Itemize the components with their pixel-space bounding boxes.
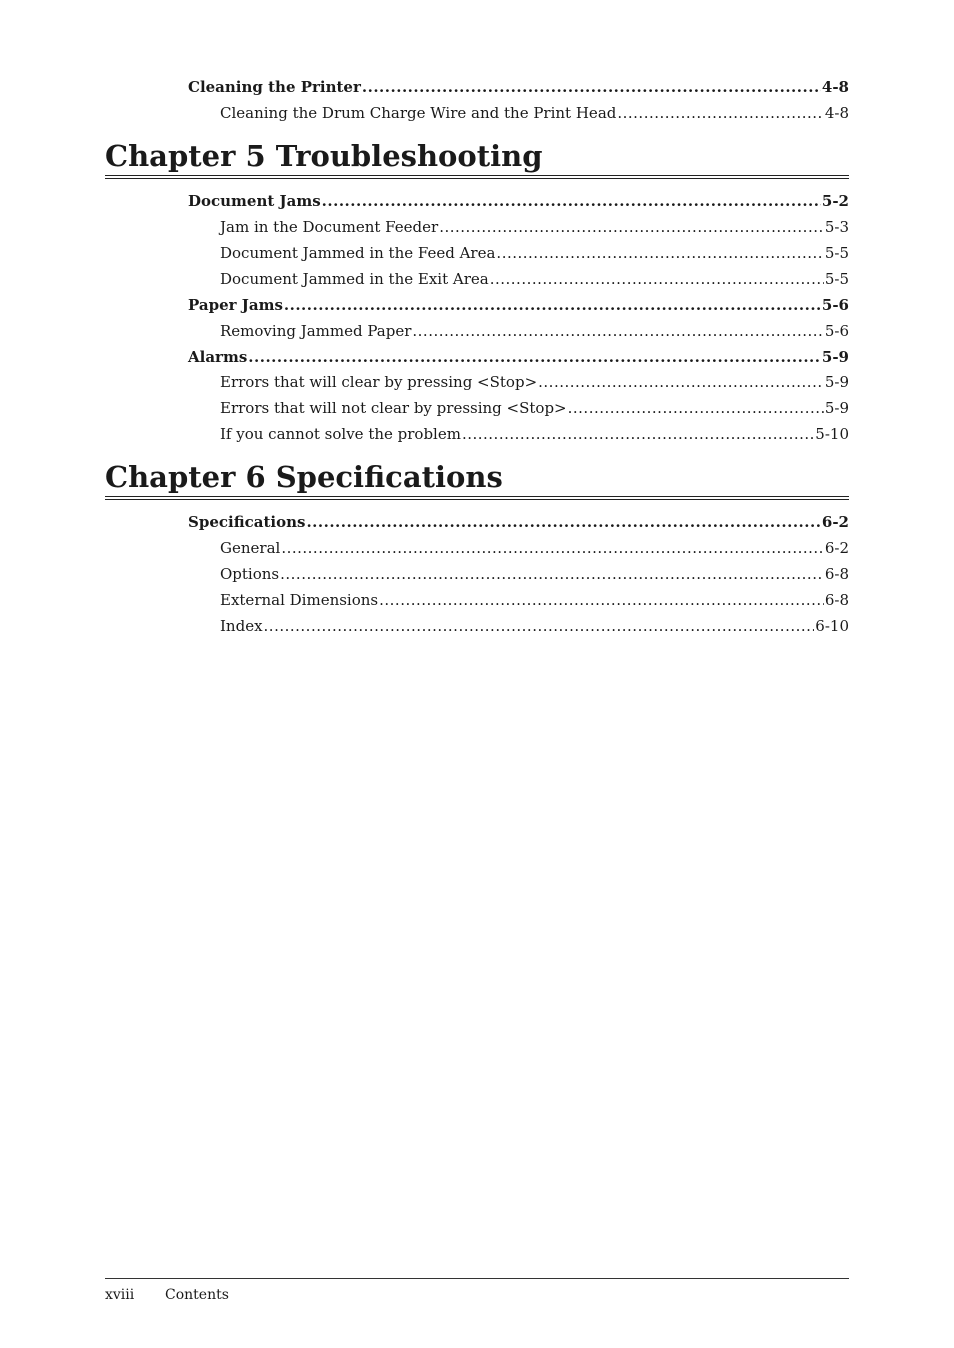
dot-leader (281, 538, 824, 558)
toc-entry-page: 5-2 (821, 192, 849, 210)
footer-section-label: Contents (165, 1287, 229, 1303)
dot-leader (617, 103, 823, 123)
dot-leader (412, 321, 823, 341)
toc-entry[interactable] (220, 590, 849, 610)
toc-entry[interactable] (220, 424, 849, 444)
toc-entry-page: 6-2 (821, 513, 849, 531)
chapter-rule (105, 175, 849, 179)
dot-leader (322, 191, 821, 211)
toc-entry-title: If you cannot solve the problem (220, 425, 461, 443)
dot-leader (362, 77, 821, 97)
toc-entry[interactable] (220, 103, 849, 123)
toc-entry-title: Errors that will clear by pressing <Stop> (220, 373, 538, 391)
dot-leader (439, 217, 824, 237)
toc-entry-title: General (220, 539, 281, 557)
dot-leader (379, 590, 824, 610)
dot-leader (280, 564, 824, 584)
toc-entry-title: Cleaning the Drum Charge Wire and the Print Head (220, 104, 617, 122)
toc-entry-page: 5-3 (824, 218, 849, 236)
dot-leader (248, 347, 821, 367)
toc-entry[interactable] (188, 295, 849, 315)
toc-entry-page: 5-9 (824, 399, 849, 417)
toc-entry-title: Removing Jammed Paper (220, 322, 412, 340)
toc-entry[interactable] (220, 321, 849, 341)
toc-entry-title: Errors that will not clear by pressing <Stop> (220, 399, 567, 417)
toc-entry[interactable] (220, 217, 849, 237)
toc-entry-title: Document Jammed in the Exit Area (220, 270, 489, 288)
toc-entry[interactable] (220, 398, 849, 418)
dot-leader (568, 398, 824, 418)
toc-entry-page: 5-9 (824, 373, 849, 391)
chapter-rule (105, 496, 849, 500)
toc-entry-page: 6-8 (824, 591, 849, 609)
toc-entry-title: Specifications (188, 513, 306, 531)
toc-entry-page: 4-8 (821, 78, 849, 96)
footer-rule (105, 1278, 849, 1279)
toc-entry-page: 5-9 (821, 348, 849, 366)
chapter-heading: Chapter 5 Troubleshooting (105, 139, 543, 173)
dot-leader (538, 372, 824, 392)
page-folio: xviii (105, 1287, 135, 1303)
toc-entry[interactable] (188, 191, 849, 211)
toc-entry[interactable] (220, 538, 849, 558)
dot-leader (284, 295, 821, 315)
toc-entry-title: Document Jammed in the Feed Area (220, 244, 496, 262)
toc-entry-title: Cleaning the Printer (188, 78, 361, 96)
toc-entry-title: Document Jams (188, 192, 321, 210)
toc-entry-title: Paper Jams (188, 296, 283, 314)
chapter-heading: Chapter 6 Specifications (105, 460, 503, 494)
toc-entry-title: Jam in the Document Feeder (220, 218, 439, 236)
dot-leader (496, 243, 823, 263)
toc-entry-title: Options (220, 565, 280, 583)
toc-entry-page: 6-8 (824, 565, 849, 583)
toc-entry[interactable] (188, 77, 849, 97)
toc-entry-page: 6-10 (815, 617, 849, 635)
toc-entry-page: 5-5 (824, 244, 849, 262)
toc-entry-page: 5-6 (824, 322, 849, 340)
toc-entry-title: Alarms (188, 348, 248, 366)
toc-entry-page: 5-10 (815, 425, 849, 443)
toc-entry-page: 6-2 (824, 539, 849, 557)
toc-entry-title: Index (220, 617, 263, 635)
dot-leader (306, 512, 820, 532)
toc-entry-title: External Dimensions (220, 591, 379, 609)
toc-entry-page: 5-6 (821, 296, 849, 314)
toc-entry[interactable] (220, 269, 849, 289)
toc-entry-page: 5-5 (824, 270, 849, 288)
dot-leader (264, 616, 815, 636)
dot-leader (462, 424, 814, 444)
toc-entry[interactable] (220, 564, 849, 584)
toc-entry[interactable] (220, 616, 849, 636)
toc-entry[interactable] (188, 347, 849, 367)
dot-leader (490, 269, 824, 289)
toc-entry[interactable] (220, 243, 849, 263)
page-footer (105, 1286, 229, 1304)
toc-entry[interactable] (188, 512, 849, 532)
toc-entry[interactable] (220, 372, 849, 392)
toc-entry-page: 4-8 (824, 104, 849, 122)
